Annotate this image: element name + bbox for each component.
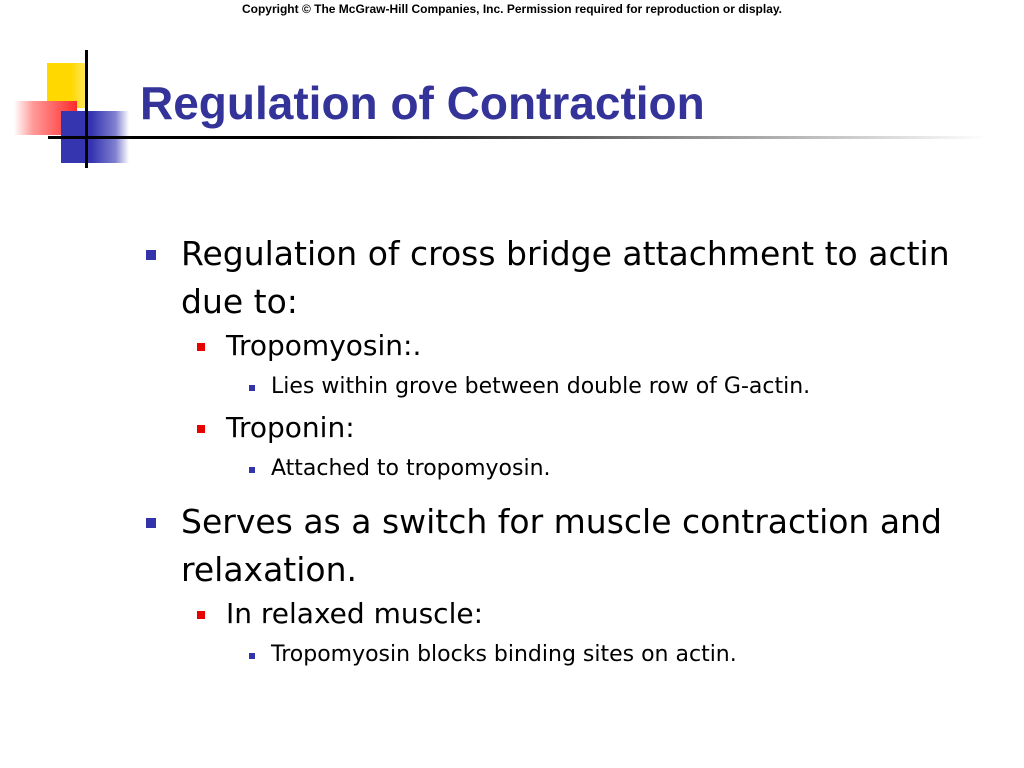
title-decoration [0, 0, 140, 175]
square-bullet-icon [249, 385, 255, 391]
bullet-level3 [140, 366, 1000, 408]
bullet-level2 [140, 594, 1000, 634]
bullet-text: Tropomyosin blocks binding sites on actin. [271, 642, 737, 667]
square-bullet-icon [197, 425, 205, 433]
bullet-level2 [140, 326, 1000, 366]
square-bullet-icon [146, 518, 156, 528]
bullet-level3 [140, 634, 1000, 676]
square-bullet-icon [197, 343, 205, 351]
bullet-text: Lies within grove between double row of G-actin. [271, 374, 811, 399]
bullet-text: Troponin: [226, 411, 355, 444]
square-bullet-icon [249, 467, 255, 473]
bullet-text: Regulation of cross bridge attachment to actin due to: [181, 234, 950, 321]
square-bullet-icon [249, 653, 255, 659]
square-bullet-icon [146, 250, 156, 260]
title-underline [86, 136, 986, 139]
slide-body [140, 230, 1000, 676]
decor-vertical-line [85, 50, 88, 168]
bullet-text: Attached to tropomyosin. [271, 456, 551, 481]
bullet-text: In relaxed muscle: [226, 597, 484, 630]
slide-title: Regulation of Contraction [140, 77, 705, 129]
bullet-level1 [140, 230, 1000, 326]
bullet-text: Tropomyosin:. [226, 329, 422, 362]
bullet-text: Serves as a switch for muscle contraction and relaxation. [181, 502, 942, 589]
bullet-level3 [140, 448, 1000, 490]
bullet-level1 [140, 498, 1000, 594]
copyright-notice: Copyright © The McGraw-Hill Companies, Inc. Permission required for reproduction or display. [241, 2, 783, 16]
decor-horizontal-line [48, 136, 88, 139]
square-bullet-icon [197, 611, 205, 619]
bullet-level2 [140, 408, 1000, 448]
